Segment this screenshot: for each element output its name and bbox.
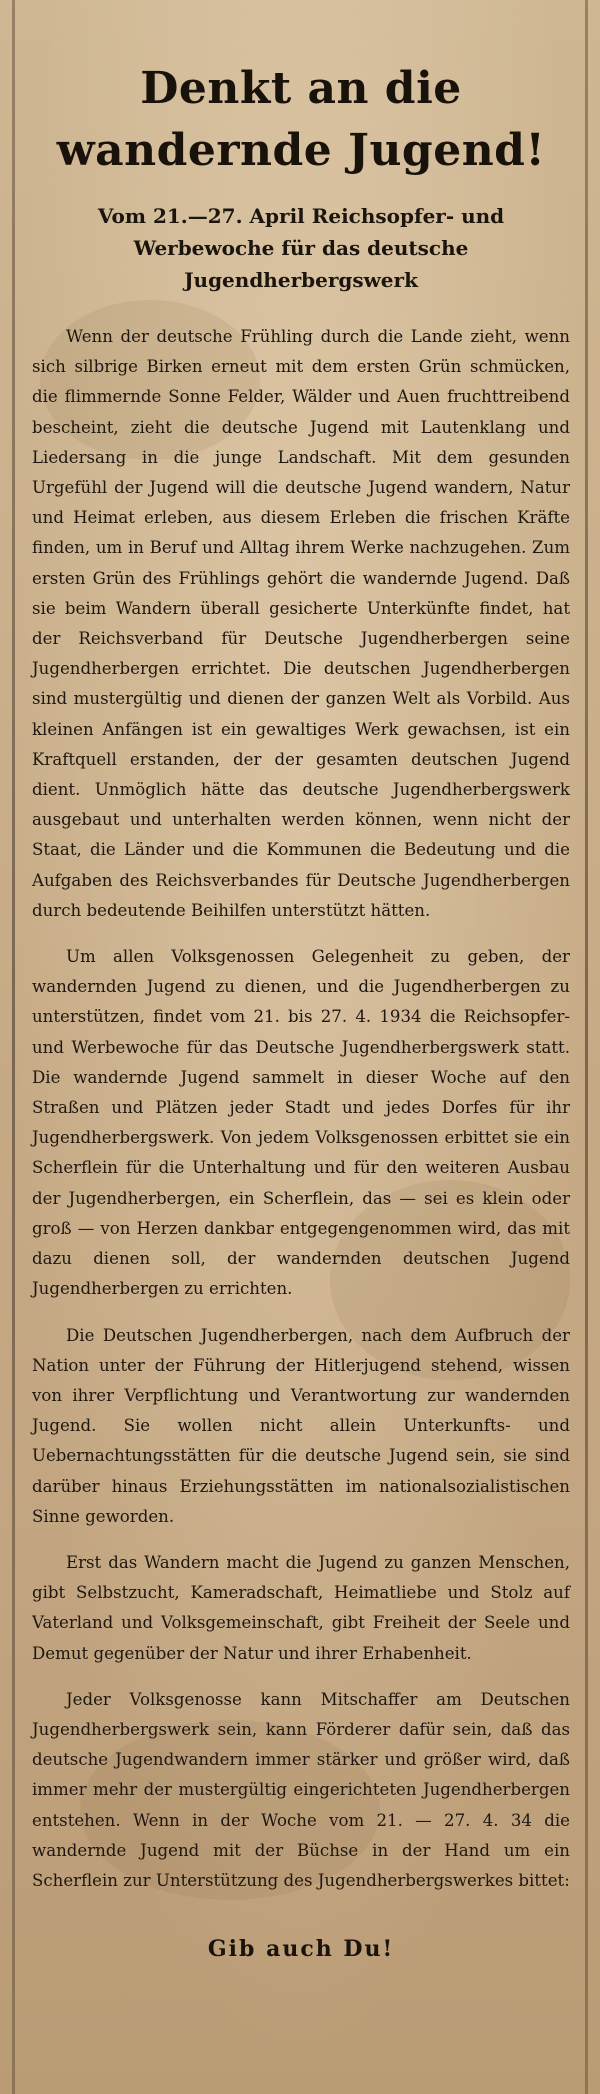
article-subhead: Vom 21.—27. April Reichsopfer- und Werbewoche für das deutsche Jugendherbergswerk (97, 204, 505, 292)
article-paragraph-5: Jeder Volksgenosse kann Mitschaffer am Deutschen Jugendherbergswerk sein, kann Förderer dafür sein, daß das deutsche Jugendwandern immer stärker und größer wird, daß immer mehr der mustergültig eingerichteten Jugendherbergen entstehen. Wenn in der Woche vom 21. — 27. 4. 34 die wandernde Jugend mit der Büchse in der Hand um ein Scherflein zur Unterstützung des Jugendherbergswerkes bittet: (32, 1689, 570, 1890)
article-closing-line: Gib auch Du! (207, 1936, 395, 1963)
article-paragraph-3: Die Deutschen Jugendherbergen, nach dem Aufbruch der Nation unter der Führung der Hitlerjugend stehend, wissen von ihrer Verpflichtung und Verantwortung zur wandernden Jugend. Sie wollen nicht allein Unterkunfts- und Uebernachtungsstätten für die deutsche Jugend sein, sie sind darüber hinaus Erziehungsstätten im nationalsozialistischen Sinne geworden. (32, 1325, 570, 1526)
article (32, 58, 570, 1962)
article-paragraph-1: Wenn der deutsche Frühling durch die Lande zieht, wenn sich silbrige Birken erneut mit dem ersten Grün schmücken, die flimmernde Sonne Felder, Wälder und Auen fruchttreibend bescheint, zieht die deutsche Jugend mit Lautenklang und Liedersang in die junge Landschaft. Mit dem gesunden Urgefühl der Jugend will die deutsche Jugend wandern, Natur und Heimat erleben, aus diesem Erleben die frischen Kräfte finden, um in Beruf und Alltag ihrem Werke nachzugehen. Zum ersten Grün des Frühlings gehört die wandernde Jugend. Daß sie beim Wandern überall gesicherte Unterkünfte findet, hat der Reichsverband für Deutsche Jugendherbergen seine Jugendherbergen errichtet. Die deutschen Jugendherbergen sind mustergültig und dienen der ganzen Welt als Vorbild. Aus kleinen Anfängen ist ein gewaltiges Werk gewachsen, ist ein Kraftquell erstanden, der der gesamten deutschen Jugend dient. Unmöglich hätte das deutsche Jugendherbergswerk ausgebaut und unterhalten werden können, wenn nicht der Staat, die Länder und die Kommunen die Bedeutung und die Aufgaben des Reichsverbandes für Deutsche Jugendherbergen durch bedeutende Beihilfen unterstützt hätten. (32, 327, 570, 920)
article-headline: Denkt an die wandernde Jugend! (56, 63, 546, 176)
article-paragraph-2: Um allen Volksgenossen Gelegenheit zu geben, der wandernden Jugend zu dienen, und die Jugendherbergen zu unterstützen, findet vom 21. bis 27. 4. 1934 die Reichsopfer- und Werbewoche für das Deutsche Jugendherbergswerk statt. Die wandernde Jugend sammelt in dieser Woche auf den Straßen und Plätzen jeder Stadt und jedes Dorfes für ihr Jugendherbergswerk. Von jedem Volksgenossen erbittet sie ein Scherflein für die Unterhaltung und für den weiteren Ausbau der Jugendherbergen, ein Scherflein, das — sei es klein oder groß — von Herzen dankbar entgegengenommen wird, das mit dazu dienen soll, der wandernden deutschen Jugend Jugendherbergen zu errichten. (32, 947, 570, 1299)
article-paragraph-4: Erst das Wandern macht die Jugend zu ganzen Menschen, gibt Selbstzucht, Kameradschaft, Heimatliebe und Stolz auf Vaterland und Volksgemeinschaft, gibt Freiheit der Seele und Demut gegenüber der Natur und ihrer Erhabenheit. (32, 1552, 570, 1663)
column-rule-left (12, 0, 15, 2094)
column-rule-right (585, 0, 588, 2094)
